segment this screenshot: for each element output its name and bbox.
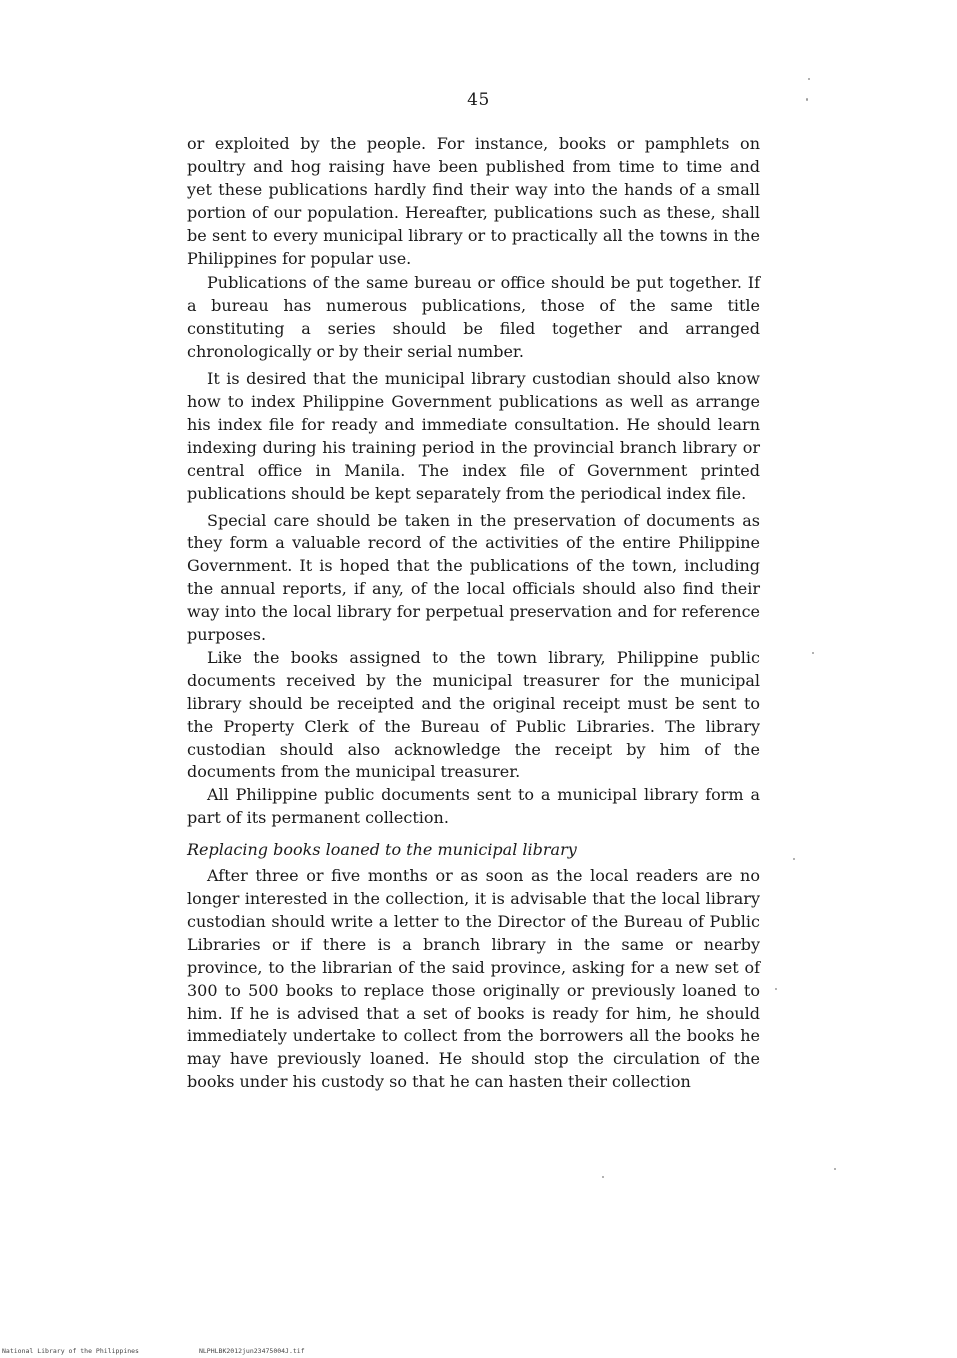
footer-institution: National Library of the Philippines [2, 1347, 139, 1355]
section-subheading: Replacing books loaned to the municipal library [187, 840, 577, 860]
paragraph-receipts: Like the books assigned to the town library, Philippine public documents received by the municipal treasurer for the municipal library should be receipted and the original receipt must be sent to the Property Clerk of the Bureau of Public Libraries. The library custodian should also acknowledge the receipt by him of the documents from the municipal treasurer. [187, 647, 760, 782]
paragraph-replacing-books: After three or five months or as soon as the local readers are no longer interested in the collection, it is advisable that the local library custodian should write a letter to the Director of the Bureau of Public Libraries or if there is a branch library in the same or nearby province, to the librarian of the said province, asking for a new set of 300 to 500 books to replace those originally or previously loaned to him. If he is advised that a set of books is ready for him, he should immediately undertake to collect from the borrowers all the books he may have previously loaned. He should stop the circulation of the books under his custody so that he can hasten their collection [187, 866, 760, 1092]
scan-speck [602, 1176, 604, 1178]
paragraph-continuation: or exploited by the people. For instance, books or pamphlets on poultry and hog raising have been published from time to time and yet these publications hardly find their way into the hands of a small portion of our population. Hereafter, publications such as these, shall be sent to every municipal library or to practically all the towns in the Philippines for popular use. [187, 134, 760, 268]
footer-identifier: NLPHLBK2012jun23475004J.tif [198, 1347, 305, 1355]
paragraph-preservation: Special care should be taken in the preservation of documents as they form a valuable record of the activities of the entire Philippine Government. It is hoped that the publications of the town, including the annual reports, if any, of the local officials should also find their way into the local library for perpetual preservation and for reference purposes. [187, 510, 760, 645]
paragraph-indexing: It is desired that the municipal library custodian should also know how to index Philippine Government publications as well as arrange his index file for ready and immediate consultation. He should learn indexing during his training period in the provincial branch library or central office in Manila. The index file of Government printed publications should be kept separately from the periodical index file. [187, 369, 760, 503]
scan-speck [808, 78, 810, 80]
scan-speck [775, 988, 777, 990]
scan-speck [812, 652, 814, 654]
scan-footer [2, 1347, 365, 1355]
body-text [187, 133, 760, 1094]
scan-speck [834, 1168, 836, 1170]
scan-speck [793, 858, 795, 860]
scan-speck [806, 98, 808, 101]
paragraph-permanent-collection: All Philippine public documents sent to a municipal library form a part of its permanent collection. [187, 785, 760, 828]
page-number: 45 [467, 90, 490, 110]
paragraph-bureau-publications: Publications of the same bureau or office should be put together. If a bureau has numerous publications, those of the same title constituting a series should be filed together and arranged chronologically or by their serial number. [187, 273, 760, 362]
